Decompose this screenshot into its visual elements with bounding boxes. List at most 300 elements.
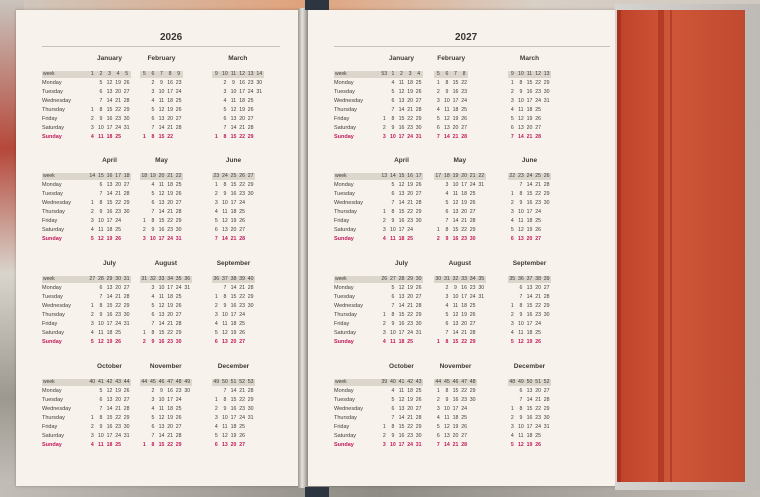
- day-cell: 23: [167, 227, 173, 233]
- day-cell: 4: [391, 388, 395, 394]
- day-cell: 10: [518, 209, 524, 215]
- day-cell: 5: [151, 303, 155, 309]
- day-cell: 6: [151, 312, 155, 318]
- week-number: 15: [98, 173, 104, 179]
- day-row: [380, 387, 423, 396]
- day-cell: 7: [99, 406, 103, 412]
- day-cell: [88, 88, 97, 97]
- day-grid: [88, 173, 131, 244]
- day-cell: [246, 432, 255, 441]
- day-cell: 10: [452, 294, 459, 300]
- day-cell: 1: [90, 200, 94, 206]
- day-cell: [246, 338, 255, 347]
- week-number: 35: [478, 276, 485, 282]
- day-cell: 23: [535, 415, 541, 421]
- day-cell: 30: [415, 433, 422, 439]
- week-number: 50: [222, 379, 228, 385]
- week-label: week: [43, 71, 55, 77]
- day-cell: 2: [90, 424, 94, 430]
- month-name: October: [97, 363, 122, 370]
- sunday-row: [380, 235, 423, 244]
- day-cell: 25: [115, 442, 121, 448]
- day-cell: 8: [151, 134, 155, 140]
- day-row: [508, 226, 551, 235]
- day-cell: [434, 320, 443, 329]
- day-cell: 16: [526, 200, 533, 206]
- day-row: [508, 79, 551, 88]
- day-cell: [508, 396, 517, 405]
- day-cell: 23: [239, 406, 245, 412]
- day-cell: 18: [230, 209, 237, 215]
- day-cell: [414, 235, 423, 244]
- day-cell: [542, 320, 551, 329]
- day-cell: 28: [175, 209, 182, 215]
- day-cell: 25: [239, 209, 245, 215]
- day-cell: 14: [158, 209, 165, 215]
- day-cell: 23: [239, 303, 245, 309]
- day-cell: 15: [158, 218, 165, 224]
- day-cell: 26: [469, 312, 476, 318]
- day-cell: 23: [461, 236, 467, 242]
- week-number: 26: [239, 173, 245, 179]
- day-cell: 22: [407, 424, 413, 430]
- day-cell: 24: [407, 330, 413, 336]
- day-cell: [508, 181, 517, 190]
- day-cell: 14: [444, 134, 450, 140]
- day-cell: 8: [99, 415, 103, 421]
- day-row: [380, 106, 423, 115]
- day-cell: 7: [436, 442, 440, 448]
- day-cell: 25: [469, 191, 476, 197]
- day-cell: 6: [445, 209, 449, 215]
- month-block: [212, 260, 255, 348]
- day-cell: 21: [239, 285, 245, 291]
- day-row: [380, 311, 423, 320]
- day-cell: 26: [469, 200, 476, 206]
- day-cell: 23: [115, 424, 121, 430]
- week-number: 44: [123, 379, 130, 385]
- week-number: 6: [151, 71, 155, 77]
- day-grid: [380, 173, 423, 244]
- weekday-label: Sunday: [42, 442, 62, 448]
- day-cell: 15: [526, 303, 533, 309]
- day-cell: 16: [526, 415, 533, 421]
- day-cell: 17: [452, 406, 459, 412]
- day-cell: 22: [239, 397, 245, 403]
- day-cell: 1: [510, 406, 514, 412]
- day-cell: 22: [461, 339, 467, 345]
- day-row: [140, 124, 183, 133]
- day-cell: 15: [526, 406, 533, 412]
- month-block: [140, 157, 183, 245]
- day-cell: 29: [247, 134, 254, 140]
- day-cell: 29: [415, 312, 422, 318]
- day-row: [212, 329, 255, 338]
- day-cell: 8: [445, 80, 449, 86]
- day-cell: 15: [452, 388, 459, 394]
- weekday-label: Friday: [42, 218, 58, 224]
- day-cell: 5: [151, 107, 155, 113]
- day-row: [434, 190, 486, 199]
- day-cell: 10: [158, 89, 165, 95]
- day-cell: 19: [407, 397, 413, 403]
- day-cell: 22: [535, 406, 541, 412]
- week-number-row: [88, 71, 131, 78]
- week-number: 49: [518, 379, 524, 385]
- week-number: 39: [381, 379, 388, 385]
- day-row: [380, 329, 423, 338]
- week-number: 53: [381, 71, 388, 77]
- day-cell: [255, 106, 264, 115]
- week-number: 40: [390, 379, 396, 385]
- day-cell: 30: [175, 227, 182, 233]
- day-cell: [140, 124, 149, 133]
- day-cell: 18: [230, 321, 237, 327]
- day-cell: 25: [407, 236, 413, 242]
- day-cell: 6: [223, 116, 227, 122]
- day-cell: 27: [461, 433, 467, 439]
- week-number: 48: [469, 379, 476, 385]
- month-name: July: [394, 260, 408, 267]
- day-cell: 20: [535, 285, 541, 291]
- day-cell: 29: [469, 388, 476, 394]
- day-row: [140, 311, 192, 320]
- day-cell: 9: [151, 227, 155, 233]
- day-cell: 24: [239, 312, 245, 318]
- day-cell: 7: [223, 388, 227, 394]
- day-cell: 10: [518, 321, 524, 327]
- day-row: [380, 181, 423, 190]
- day-cell: 12: [158, 191, 165, 197]
- day-cell: 27: [175, 116, 182, 122]
- day-cell: 10: [390, 134, 396, 140]
- month-name: March: [519, 55, 540, 62]
- day-cell: [477, 217, 486, 226]
- week-number: 14: [390, 173, 396, 179]
- day-grid: [212, 276, 255, 347]
- day-cell: 27: [543, 285, 550, 291]
- day-cell: [88, 387, 97, 396]
- day-row: [434, 396, 477, 405]
- day-cell: 2: [142, 339, 146, 345]
- day-cell: 13: [444, 433, 450, 439]
- day-cell: 22: [167, 218, 173, 224]
- day-cell: 4: [151, 98, 155, 104]
- day-cell: 19: [167, 107, 173, 113]
- day-cell: 25: [415, 80, 422, 86]
- day-cell: 2: [142, 227, 146, 233]
- week-number: 30: [435, 276, 442, 282]
- day-cell: 23: [461, 397, 467, 403]
- day-cell: 27: [247, 116, 254, 122]
- sunday-row: [380, 338, 423, 347]
- day-cell: [140, 387, 149, 396]
- day-cell: 28: [543, 294, 550, 300]
- day-cell: 24: [469, 182, 476, 188]
- day-row: [88, 115, 131, 124]
- weekday-label: Wednesday: [334, 98, 363, 104]
- day-cell: 3: [382, 227, 386, 233]
- day-cell: 4: [223, 98, 227, 104]
- day-cell: 20: [407, 406, 413, 412]
- day-row: [380, 320, 423, 329]
- week-number: 7: [160, 71, 163, 77]
- day-cell: 21: [230, 236, 237, 242]
- day-cell: [508, 387, 517, 396]
- week-number-row: [380, 276, 423, 283]
- day-cell: 8: [519, 303, 523, 309]
- day-cell: 8: [151, 218, 155, 224]
- day-cell: 9: [160, 388, 163, 394]
- day-cell: [212, 115, 221, 124]
- day-cell: [183, 405, 192, 414]
- day-cell: 30: [123, 312, 130, 318]
- weekday-label: Monday: [42, 182, 62, 188]
- weekday-label: Saturday: [334, 433, 357, 439]
- book-spine: [298, 8, 308, 488]
- day-cell: [140, 414, 149, 423]
- day-row: [434, 106, 468, 115]
- month-block: [334, 363, 423, 451]
- day-cell: 15: [526, 191, 533, 197]
- day-cell: 11: [222, 424, 228, 430]
- day-cell: 18: [526, 218, 533, 224]
- day-row: [434, 284, 486, 293]
- day-cell: 6: [436, 433, 440, 439]
- day-cell: 29: [247, 397, 254, 403]
- weekday-label: Tuesday: [334, 89, 355, 95]
- day-cell: 21: [461, 218, 467, 224]
- day-cell: 11: [390, 236, 396, 242]
- day-cell: 18: [106, 227, 113, 233]
- day-cell: 6: [99, 182, 103, 188]
- day-cell: 28: [461, 134, 467, 140]
- day-cell: 1: [382, 209, 386, 215]
- weekday-label: Thursday: [334, 415, 357, 421]
- day-row: [508, 97, 551, 106]
- day-grid: [212, 173, 255, 244]
- week-number: 53: [247, 379, 254, 385]
- day-cell: 25: [461, 107, 467, 113]
- week-number: 9: [214, 71, 218, 77]
- day-cell: 3: [90, 218, 94, 224]
- day-cell: 12: [518, 442, 524, 448]
- day-cell: 6: [99, 397, 103, 403]
- day-cell: 20: [535, 388, 541, 394]
- day-cell: 14: [158, 125, 165, 131]
- day-cell: 19: [452, 116, 459, 122]
- day-cell: 25: [175, 182, 182, 188]
- day-cell: 28: [247, 388, 254, 394]
- day-cell: 24: [461, 406, 467, 412]
- day-cell: 29: [543, 303, 550, 309]
- day-row: [434, 302, 486, 311]
- day-cell: 14: [398, 415, 405, 421]
- day-cell: 8: [391, 116, 395, 122]
- day-cell: 1: [214, 294, 218, 300]
- day-cell: 1: [214, 134, 218, 140]
- day-row: [88, 396, 131, 405]
- day-row: [212, 405, 255, 414]
- month-block: [212, 363, 255, 451]
- day-cell: 1: [436, 80, 440, 86]
- day-cell: 5: [99, 80, 103, 86]
- week-number: 19: [150, 173, 156, 179]
- day-cell: 23: [461, 89, 467, 95]
- day-cell: 25: [415, 388, 422, 394]
- day-cell: [508, 284, 517, 293]
- weekday-label: Sunday: [42, 339, 62, 345]
- day-cell: 17: [106, 218, 113, 224]
- day-cell: 20: [115, 285, 121, 291]
- day-cell: 9: [519, 200, 523, 206]
- month-name: April: [394, 157, 409, 164]
- day-row: [88, 226, 131, 235]
- week-number: 32: [150, 276, 156, 282]
- day-cell: 15: [398, 312, 405, 318]
- day-cell: 3: [151, 397, 155, 403]
- spine-cap-top: [305, 0, 329, 10]
- day-cell: 17: [167, 89, 173, 95]
- day-cell: 26: [123, 80, 130, 86]
- day-cell: 18: [526, 330, 533, 336]
- day-cell: [434, 293, 443, 302]
- day-cell: 16: [230, 191, 237, 197]
- day-cell: [212, 97, 221, 106]
- week-number-row: [508, 379, 551, 386]
- week-number: 26: [543, 173, 550, 179]
- week-number: 45: [444, 379, 450, 385]
- day-row: [212, 302, 255, 311]
- day-cell: 19: [526, 116, 533, 122]
- day-cell: 22: [407, 209, 413, 215]
- day-cell: 17: [461, 294, 467, 300]
- week-number: 18: [123, 173, 130, 179]
- weekday-label: Thursday: [42, 312, 65, 318]
- day-row: [508, 423, 551, 432]
- week-number: 25: [535, 173, 541, 179]
- day-cell: 7: [519, 182, 523, 188]
- day-cell: 3: [223, 89, 227, 95]
- week-number: 4: [116, 71, 120, 77]
- day-row: [380, 284, 423, 293]
- day-row: [140, 181, 183, 190]
- day-cell: 23: [115, 209, 121, 215]
- day-row: [508, 190, 551, 199]
- week-number: 10: [222, 71, 228, 77]
- day-row: [88, 208, 131, 217]
- weekday-label: Tuesday: [42, 89, 63, 95]
- week-number: 27: [390, 276, 396, 282]
- day-cell: 26: [115, 236, 121, 242]
- day-cell: 8: [99, 200, 103, 206]
- day-cell: 2: [151, 388, 155, 394]
- day-cell: 3: [510, 209, 514, 215]
- day-cell: [140, 311, 149, 320]
- day-cell: 20: [461, 321, 467, 327]
- day-cell: 13: [230, 116, 237, 122]
- day-cell: 4: [391, 80, 395, 86]
- sunday-row: [212, 235, 255, 244]
- month-name: June: [225, 157, 242, 164]
- day-cell: 26: [461, 116, 467, 122]
- day-grid: [88, 276, 131, 347]
- month-name: December: [217, 363, 250, 370]
- day-cell: [140, 320, 149, 329]
- day-cell: 26: [175, 415, 182, 421]
- day-cell: 3: [436, 98, 440, 104]
- day-cell: 11: [222, 209, 228, 215]
- day-cell: 10: [390, 442, 396, 448]
- day-cell: 20: [230, 442, 237, 448]
- day-cell: 5: [510, 227, 514, 233]
- day-cell: 8: [151, 442, 155, 448]
- day-cell: 4: [382, 339, 386, 345]
- day-cell: 24: [239, 415, 245, 421]
- day-cell: 2: [151, 80, 155, 86]
- day-cell: 26: [239, 330, 245, 336]
- day-cell: [468, 414, 477, 423]
- sunday-row: [508, 441, 551, 450]
- day-cell: 28: [469, 218, 476, 224]
- day-cell: 15: [452, 339, 459, 345]
- week-number-row: [508, 173, 551, 180]
- day-cell: 20: [407, 191, 413, 197]
- day-cell: 12: [222, 330, 228, 336]
- day-cell: 27: [175, 424, 182, 430]
- day-cell: 7: [151, 209, 155, 215]
- day-cell: 23: [167, 339, 173, 345]
- day-cell: [140, 199, 149, 208]
- day-cell: 3: [382, 442, 386, 448]
- day-cell: 10: [452, 182, 459, 188]
- month-block: [42, 260, 131, 348]
- day-cell: 3: [142, 236, 146, 242]
- day-row: [508, 329, 551, 338]
- day-cell: [183, 432, 192, 441]
- day-grid: [212, 71, 264, 142]
- day-cell: 10: [98, 321, 104, 327]
- week-number-row: [140, 71, 183, 78]
- day-cell: 22: [461, 80, 467, 86]
- day-cell: [88, 405, 97, 414]
- day-cell: 30: [247, 406, 254, 412]
- day-cell: 11: [158, 294, 165, 300]
- day-row: [380, 199, 423, 208]
- weekday-label: Monday: [334, 80, 354, 86]
- day-cell: 16: [158, 339, 165, 345]
- day-grid: [434, 276, 486, 347]
- day-row: [140, 293, 192, 302]
- day-cell: 16: [106, 209, 113, 215]
- day-cell: 3: [214, 200, 218, 206]
- day-row: [212, 181, 255, 190]
- day-cell: 25: [407, 339, 413, 345]
- day-cell: [183, 320, 192, 329]
- week-number-row: [434, 379, 477, 386]
- day-cell: 28: [415, 303, 422, 309]
- day-cell: 12: [230, 107, 237, 113]
- month-block: [140, 260, 192, 348]
- day-cell: 26: [239, 433, 245, 439]
- day-cell: 5: [510, 116, 514, 122]
- day-cell: 22: [461, 388, 467, 394]
- day-cell: 10: [98, 433, 104, 439]
- day-row: [140, 190, 183, 199]
- day-cell: 29: [123, 415, 130, 421]
- week-label: week: [335, 276, 347, 282]
- week-number: 36: [518, 276, 524, 282]
